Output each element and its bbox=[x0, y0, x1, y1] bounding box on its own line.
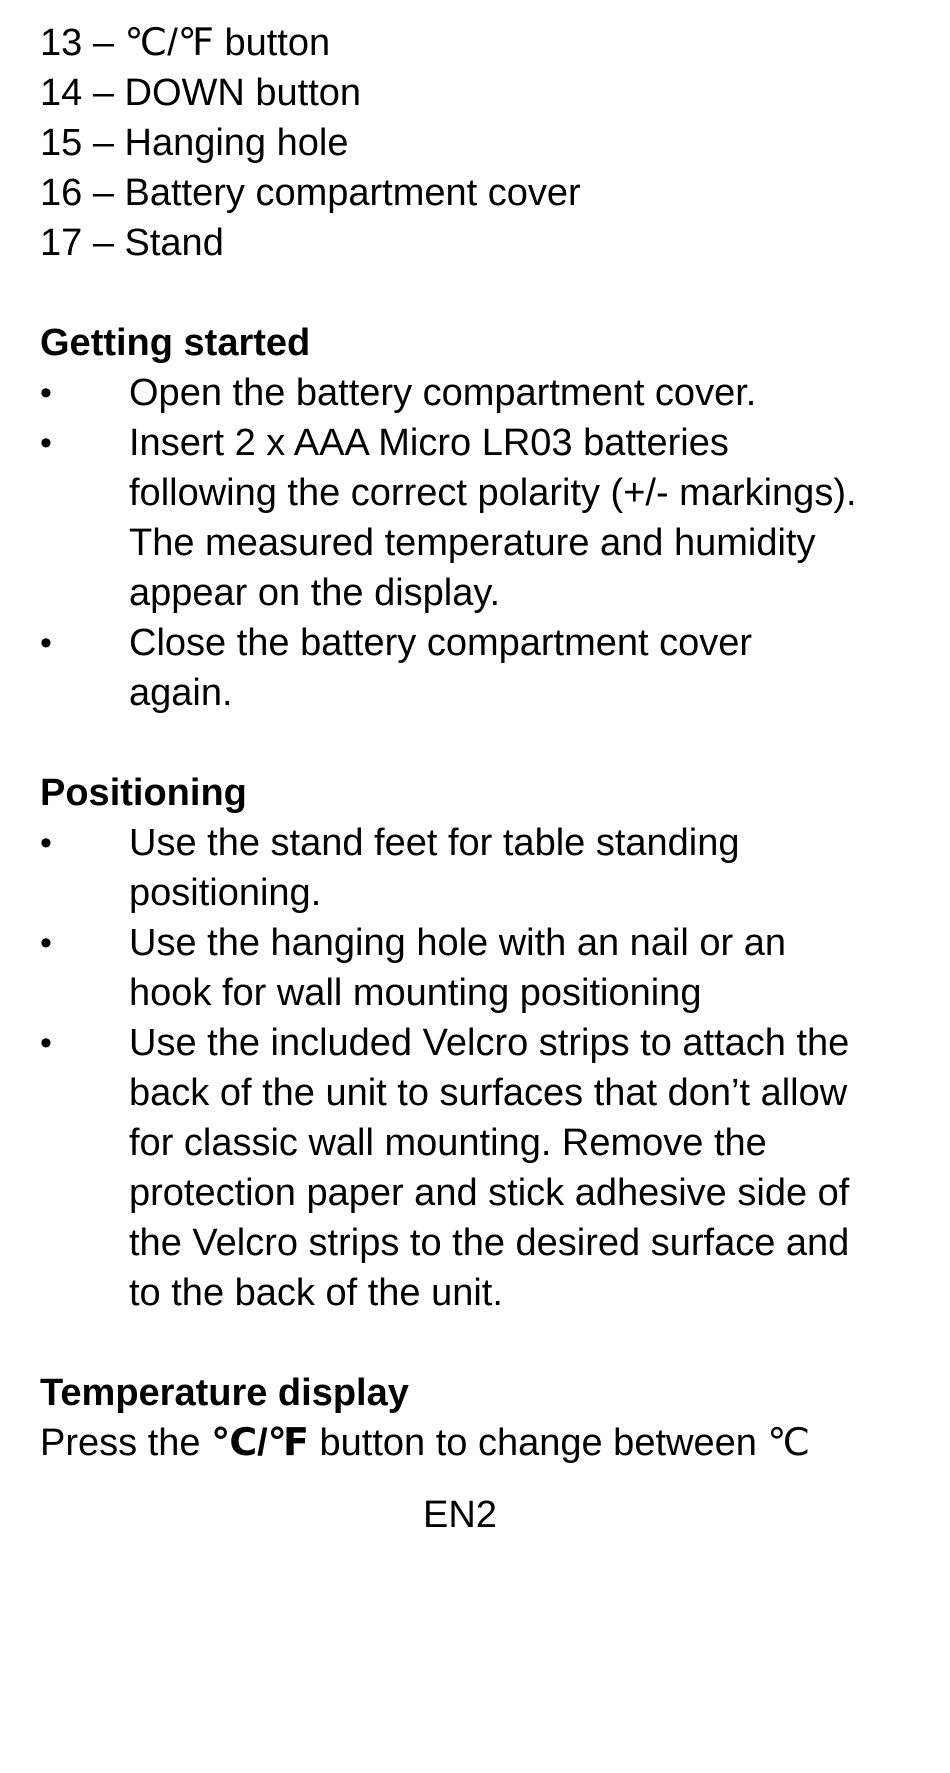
unit-button-label: ℃/℉ bbox=[211, 1422, 309, 1464]
list-item bbox=[40, 618, 920, 718]
list-item-text bbox=[129, 618, 920, 718]
positioning-heading: Positioning bbox=[40, 772, 247, 814]
page-number: EN2 bbox=[423, 1494, 497, 1536]
text-line: again. bbox=[129, 672, 233, 714]
parts-list-item: 17 – Stand bbox=[40, 222, 224, 264]
positioning-section bbox=[40, 768, 920, 1318]
text-line: Open the battery compartment cover. bbox=[129, 372, 757, 414]
parts-list-item: 16 – Battery compartment cover bbox=[40, 172, 581, 214]
list-item bbox=[40, 918, 920, 1018]
text-line: Use the stand feet for table standing bbox=[129, 822, 740, 864]
text-line: Insert 2 x AAA Micro LR03 batteries bbox=[129, 422, 729, 464]
text-line: appear on the display. bbox=[129, 572, 501, 614]
list-item bbox=[40, 368, 920, 418]
text-line: Use the included Velcro strips to attach the bbox=[129, 1022, 850, 1064]
bullet-icon: • bbox=[40, 374, 52, 412]
list-item bbox=[40, 418, 920, 618]
list-item bbox=[40, 1018, 920, 1318]
text-line: to the back of the unit. bbox=[129, 1272, 503, 1314]
text-line: Use the hanging hole with an nail or an bbox=[129, 922, 787, 964]
bullet-icon: • bbox=[40, 624, 52, 662]
text-line: protection paper and stick adhesive side of bbox=[129, 1172, 850, 1214]
text-line: the Velcro strips to the desired surface and bbox=[129, 1222, 850, 1264]
list-item-text bbox=[129, 818, 920, 918]
temperature-display-section bbox=[40, 1368, 920, 1468]
text-line: following the correct polarity (+/- markings). bbox=[129, 472, 857, 514]
bullet-icon: • bbox=[40, 824, 52, 862]
list-item bbox=[40, 818, 920, 918]
document-page bbox=[40, 18, 920, 1468]
section-spacer bbox=[40, 1318, 920, 1368]
section-spacer bbox=[40, 718, 920, 768]
list-item-text bbox=[129, 918, 920, 1018]
list-item-text bbox=[129, 418, 920, 618]
parts-list bbox=[40, 18, 920, 268]
text-line: positioning. bbox=[129, 872, 322, 914]
paragraph-text: Press the bbox=[40, 1422, 212, 1464]
bullet-icon: • bbox=[40, 424, 52, 462]
list-item-text bbox=[129, 1018, 920, 1318]
temperature-display-heading: Temperature display bbox=[40, 1372, 409, 1414]
parts-list-item: 15 – Hanging hole bbox=[40, 122, 349, 164]
parts-list-item: 13 – ℃/℉ button bbox=[40, 22, 331, 64]
paragraph-text: button to change between ℃ bbox=[308, 1422, 811, 1464]
text-line: hook for wall mounting positioning bbox=[129, 972, 702, 1014]
list-item-text bbox=[129, 368, 920, 418]
text-line: The measured temperature and humidity bbox=[129, 522, 816, 564]
parts-list-item: 14 – DOWN button bbox=[40, 72, 362, 114]
getting-started-heading: Getting started bbox=[40, 322, 311, 364]
bullet-icon: • bbox=[40, 924, 52, 962]
getting-started-section bbox=[40, 318, 920, 718]
text-line: for classic wall mounting. Remove the bbox=[129, 1122, 767, 1164]
text-line: Close the battery compartment cover bbox=[129, 622, 753, 664]
text-line: back of the unit to surfaces that don’t allow bbox=[129, 1072, 848, 1114]
bullet-icon: • bbox=[40, 1024, 52, 1062]
section-spacer bbox=[40, 268, 920, 318]
temperature-display-paragraph bbox=[40, 1418, 920, 1468]
